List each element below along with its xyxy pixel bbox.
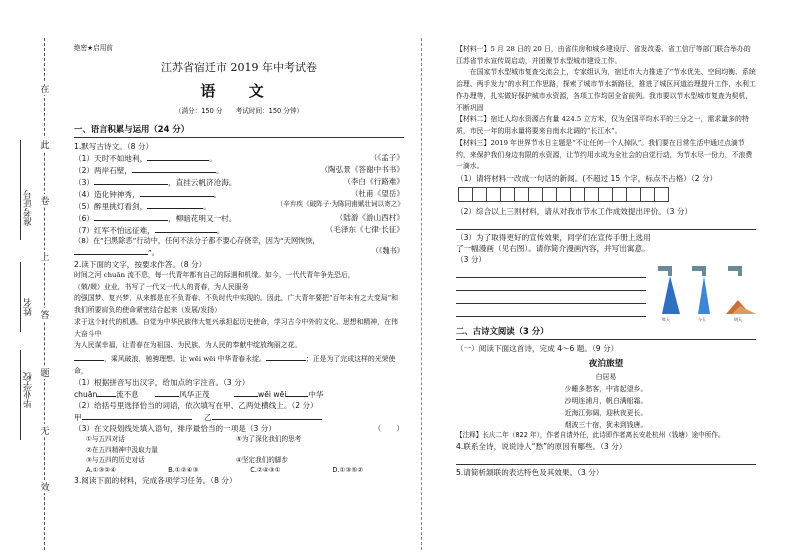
passage-line: 求于这个时代的机遇。自觉为中华民族伟大复兴承担起历史使命，学习古今中外的文化、思想和精神，在伟大奋斗中 (74, 317, 398, 338)
item-text: 。 (203, 201, 211, 211)
answer-blank[interactable] (96, 388, 116, 397)
task-1: （1）请将材料一改成一句话的新闻。(不超过 15 个字，标点不占格）（2 分） (456, 174, 718, 184)
answer-blank[interactable] (266, 352, 306, 361)
cartoon-label: 今天 (698, 317, 706, 322)
item-text: （2）两岸石壁， (74, 165, 132, 175)
recite-item (74, 200, 404, 212)
cartoon-label: 明天 (734, 317, 742, 322)
question-3: 3.阅读下面的材料，完成各项学习任务。（8 分） (74, 476, 237, 486)
binding-char: 上 (38, 250, 52, 263)
item-text: 。 (216, 225, 225, 235)
passage-line: ，乘风破浪，驰骋理想。让 wēi wēi 中华青春永绽。 (104, 354, 266, 363)
binding-char: 效 (38, 480, 52, 493)
fill-row (74, 411, 404, 423)
pinyin-text: 风华正茂 (179, 390, 210, 400)
answer-blank[interactable] (132, 164, 216, 173)
pinyin-text: chuān (74, 390, 98, 400)
poem-line: 少睡多愁客，中宵起望乡。 (564, 384, 648, 393)
item-source: （《孟子》 (369, 152, 404, 162)
answer-line-school[interactable] (20, 350, 21, 440)
answer-blank[interactable] (155, 224, 217, 233)
label-yi: 乙 (204, 413, 212, 423)
label-exam-no: 准考证号 (24, 190, 34, 226)
answer-blank[interactable] (234, 388, 258, 397)
choice-a[interactable]: A.①③②④ (86, 466, 117, 475)
label-school: 毕业学校 (24, 372, 34, 408)
answer-line[interactable] (456, 293, 646, 304)
secret-mark: 绝密★启用前 (74, 44, 113, 52)
poem-title: 夜泊旅望 (588, 359, 624, 370)
option: ④坚定我们的脚步 (236, 455, 289, 464)
item-text: （5）醉里挑灯看剑， (74, 201, 148, 211)
option: ②在五四精神中汲取力量 (86, 445, 158, 454)
task-2: （2）综合以上三则材料，请从对我市节水工作成效提出评价。（3 分） (456, 207, 693, 217)
material-3: 【材料三】2019 年世界节水日主题是“不让任何一个人掉队”。我们要在日常生活中通过点滴节约，来保护我们身边有限的水资源，让节约用水成为全社会的自觉行动，为节水尽一份力，不浪费一滴水。 (456, 138, 753, 171)
right-column (456, 44, 756, 478)
label-name: 姓名 (24, 298, 34, 316)
choice-d[interactable]: D.①③⑤② (332, 466, 364, 475)
item-source: （辛弃疾《破阵子·为陈同甫赋壮词以寄之》 (276, 199, 404, 208)
subject-title: 语 文 (200, 82, 278, 101)
question-2: 2.读下面的文字，按要求作答。（8 分） (74, 259, 207, 269)
recite-item (74, 176, 404, 188)
binding-margin (0, 0, 62, 560)
binding-char: 题 (38, 366, 52, 379)
answer-blank[interactable] (74, 352, 104, 361)
option: ⑤为了深化我们的思考 (236, 435, 302, 444)
item-text: （1）天时不如地利， (74, 153, 148, 163)
option-list (74, 434, 404, 475)
poem-body (456, 383, 756, 431)
pinyin-text: wēi wēi (258, 390, 287, 400)
poem-line: 近海江弥阔，迎秋夜更长。 (564, 408, 648, 417)
binding-char: 此 (38, 138, 52, 151)
passage-line: ；正是为了完成这样的光荣使命， (74, 354, 396, 375)
item-text: 。 (213, 189, 222, 199)
item-text: （3） (74, 177, 95, 187)
answer-blank[interactable] (286, 388, 308, 397)
question-1: 1.默写古诗文。（8 分） (74, 141, 154, 151)
passage-line: （兢/兢）业业，书写了一代又一代人的青春，为人民服务 (74, 282, 249, 291)
option: ③与五四的历史对话 (86, 455, 145, 464)
recite-item (74, 188, 404, 200)
passage-line: 为人民谋幸福，让青春在为祖国、为民族、为人民的奉献中绽放绚丽之花。 (74, 341, 302, 350)
passage-line: 的强国梦、复兴梦，从来都是在不负青春、不负时代中实现的。因此，广大青年要把“百年未有之大变局”和我们所要肩负的使命紧密结合起来（发展/发扬） (74, 294, 399, 315)
binding-char: 卷 (38, 194, 52, 207)
sub-question-1: （1）根据拼音写出汉字，给加点的字注音。（3 分） (74, 378, 250, 388)
answer-grid[interactable] (458, 187, 756, 202)
cartoon-illustration (652, 262, 760, 322)
answer-line-name[interactable] (20, 262, 21, 332)
item-source: （陶弘景《答谢中书书》 (320, 164, 404, 174)
answer-line[interactable] (456, 219, 756, 230)
cartoon-label: 昨天 (662, 317, 670, 322)
choice-c[interactable]: C.②④③① (250, 466, 281, 475)
passage-line: 时间之河 chuān 流不息，每一代青年都有自己的际遇和机缘。如今，一代代青年争先恐后， (74, 270, 355, 279)
pinyin-row (74, 388, 404, 400)
sub-question-2: （2）给括号里选择恰当的词语，依次填写在甲、乙两处横线上。（2 分） (74, 401, 318, 411)
binding-char: 无 (38, 424, 52, 437)
answer-blank[interactable] (74, 246, 148, 255)
item-text: ”。 (148, 248, 159, 258)
left-column (74, 44, 404, 486)
binding-cut-line (44, 38, 45, 550)
binding-char: 答 (38, 308, 52, 321)
answer-line[interactable] (456, 454, 756, 465)
poem-author: 白居易 (595, 372, 617, 381)
recite-item (74, 236, 404, 259)
answer-blank[interactable] (155, 388, 179, 397)
answer-blank[interactable] (147, 200, 203, 209)
section-rule (74, 137, 404, 138)
binding-char: 在 (38, 82, 52, 95)
section-title: 二、古诗文阅读（3 分） (456, 326, 549, 337)
item-text: （6） (74, 213, 95, 223)
section-title: 一、语言积累与运用（24 分） (74, 123, 190, 134)
answer-line[interactable] (456, 267, 646, 278)
score-info: （满分：150 分 考试时间：150 分钟） (174, 107, 304, 116)
poem-line: 烟波三十宿，犹未到钱唐。 (564, 421, 648, 430)
pinyin-text: 流不息 (116, 390, 139, 400)
reading-passage (74, 270, 404, 378)
question-5: 5.请简析颔联的表达特色及其效果。（3 分） (456, 467, 604, 477)
choice-b[interactable]: B.①②④③ (168, 466, 199, 475)
answer-blank[interactable] (140, 188, 214, 197)
item-source: （《魏书》 (371, 246, 404, 256)
answer-line[interactable] (456, 306, 646, 317)
sub-question-3: （3）在文段划线处填入语句，排序最恰当的一项是（3 分） （ ） (74, 424, 404, 434)
recite-item (74, 212, 404, 224)
recite-item (74, 164, 404, 176)
pinyin-text: 中华 (308, 390, 324, 400)
option: ①与五四对话 (86, 435, 125, 444)
answer-blank[interactable] (82, 411, 192, 420)
item-text: ，柳暗花明又一村。 (168, 213, 237, 223)
material-1: 【材料一】5 月 28 日的 20 日，由省住房和城乡建设厅、省发改委、省工信厅等部门联合举办的江苏省节水宣传周启动，并团聚节水型城市建设工作。 (456, 45, 751, 65)
answer-blank[interactable] (147, 152, 209, 161)
item-text: ，直挂云帆济沧海。 (168, 177, 237, 187)
item-source: （杜甫《望岳》 (350, 188, 404, 198)
label-jia: 甲 (74, 413, 82, 423)
section-rule (456, 339, 756, 340)
recite-item (74, 152, 404, 164)
item-text: 。 (216, 165, 224, 175)
task-3: （3）为了取得更好的宣传效果，同学们在宣传手册上选用了一幅漫画（见右图）。请你简介漫画内容，并写出寓意。（3 分） (456, 233, 651, 265)
answer-line[interactable] (456, 280, 646, 291)
material-2: 【材料二】宿迁人均水资源占有量 424.5 立方米，仅为全国平均水平的三分之一，需求量多的特质，市民一年的用水量将要来自南水北调的“长江水”。 (456, 115, 749, 136)
item-source: （毛泽东《七律·长征》 (325, 224, 404, 234)
recite-item (74, 224, 404, 236)
poem-note: 【注释】长庆二年（822 年），作者自请外任，此诗即作者离长安赴杭州（钱塘）途中所作。 (456, 431, 725, 440)
answer-blank[interactable] (94, 212, 168, 221)
item-text: 。 (209, 153, 217, 163)
material-1-body: 在国家节水型城市复查交流会上，专家组认为，宿迁市大力推进了“节水优先、空间均衡、系统治理、两手发力”的水利工作思路，探索了城市节水新路径，推进了城区河道治理提升工作，水利工作办理等，扎实做好保护城市水资源，各项工作均居全省前列。我市要以节水型城市复查为契机，不断巩固 (456, 68, 756, 112)
item-source: （陆游《游山西村》 (335, 212, 404, 222)
exam-title: 江苏省宿迁市 2019 年中考试卷 (161, 60, 317, 74)
item-text: （8）在“扫黑除恶”行动中，任何不法分子都不要心存侥幸，因为“天网恢恢， (74, 235, 320, 245)
answer-blank[interactable] (212, 411, 322, 420)
answer-blank[interactable] (94, 176, 168, 185)
question-4: 4.联系全诗，说说诗人“愁”的原因有哪些。（3 分） (456, 441, 627, 451)
poem-question-intro: （一）阅读下面这首诗，完成 4～6 题。（9 分） (456, 344, 619, 354)
answer-paren[interactable]: （ ） (373, 424, 404, 434)
item-text: （4）造化钟神秀， (74, 189, 140, 199)
poem-line: 沙明连浦月，帆白满船霜。 (564, 396, 648, 405)
item-text: （7）红军不怕远征难， (74, 225, 155, 235)
answer-line-exam-no[interactable] (20, 140, 21, 240)
item-source: （李白《行路难》 (343, 176, 404, 186)
column-divider (421, 38, 422, 550)
